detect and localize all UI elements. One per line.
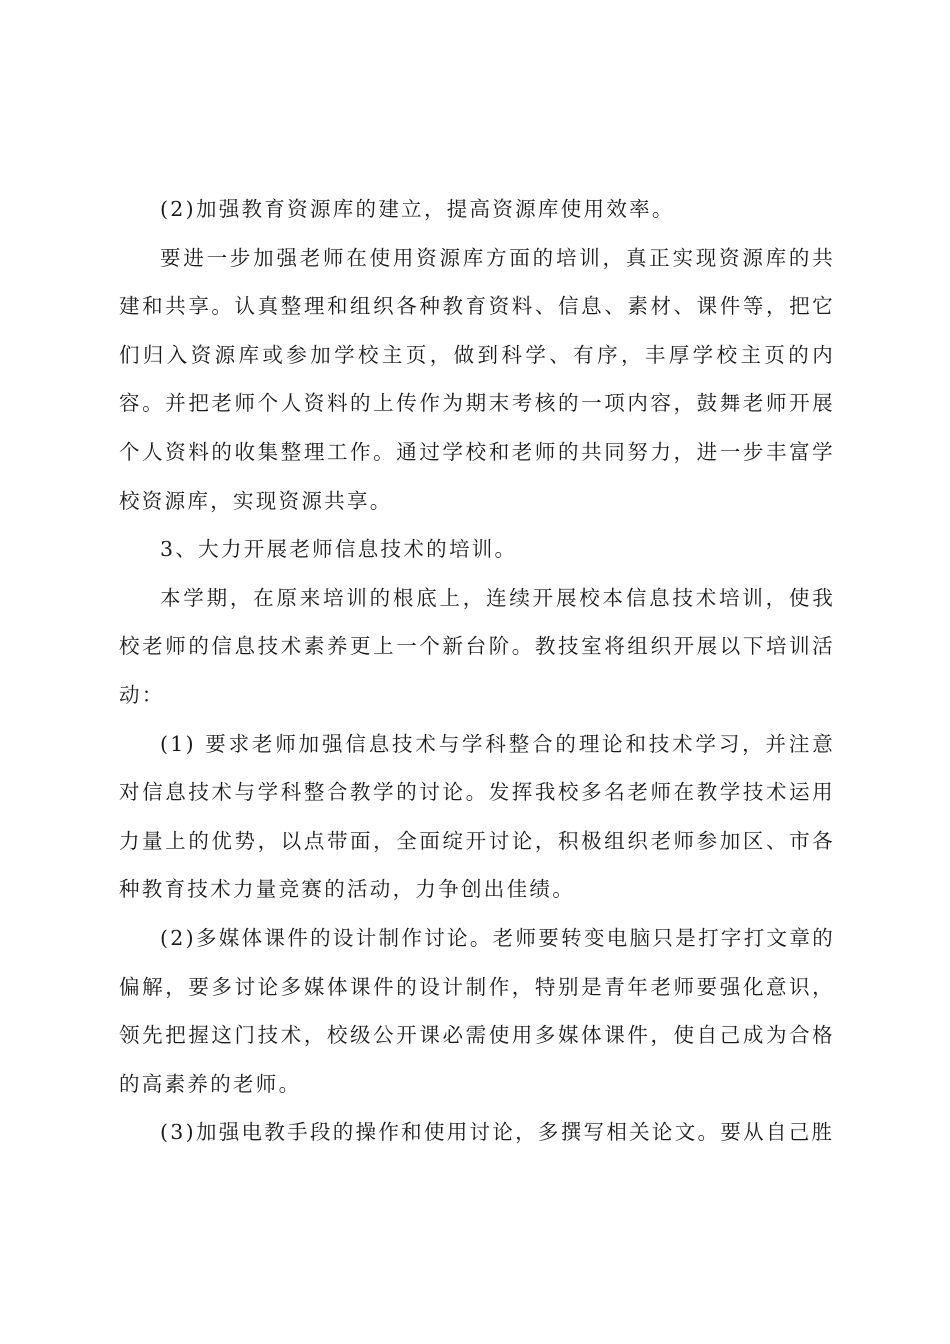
paragraph-resource-library-body: 要进一步加强老师在使用资源库方面的培训，真正实现资源库的共建和共享。认真整理和组织各种教育资料、信息、素材、课件等，把它们归入资源库或参加学校主页，做到科学、有序，丰厚学校主页的内容。并把老师个人资料的上传作为期末考核的一项内容，鼓舞老师开展个人资料的收集整理工作。通过学校和老师的共同努力，进一步丰富学校资源库，实现资源共享。 <box>119 245 835 513</box>
paragraph-item-3-av-equipment: (3)加强电教手段的操作和使用讨论，多撰写相关论文。要从自己胜 <box>160 1120 835 1145</box>
section-heading-it-training: 3、大力开展老师信息技术的培训。 <box>160 537 518 562</box>
paragraph-training-intro: 本学期，在原来培训的根底上，连续开展校本信息技术培训，使我校老师的信息技术素养更上一个新台阶。教技室将组织开展以下培训活动： <box>119 585 835 707</box>
paragraph-item-1-integration: (1) 要求老师加强信息技术与学科整合的理论和技术学习，并注意对信息技术与学科整合教学的讨论。发挥我校多名老师在教学技术运用力量上的优势，以点带面，全面绽开讨论，积极组织老师参加区、市各种教育技术力量竞赛的活动，力争创出佳绩。 <box>119 731 835 902</box>
paragraph-item-2-multimedia: (2)多媒体课件的设计制作讨论。老师要转变电脑只是打字打文章的偏解，要多讨论多媒体课件的设计制作，特别是青年老师要强化意识，领先把握这门技术，校级公开课必需使用多媒体课件，使自己成为合格的高素养的老师。 <box>119 925 835 1096</box>
document-body <box>119 185 835 1157</box>
paragraph-resource-library-heading: (2)加强教育资源库的建立，提高资源库使用效率。 <box>160 197 675 221</box>
